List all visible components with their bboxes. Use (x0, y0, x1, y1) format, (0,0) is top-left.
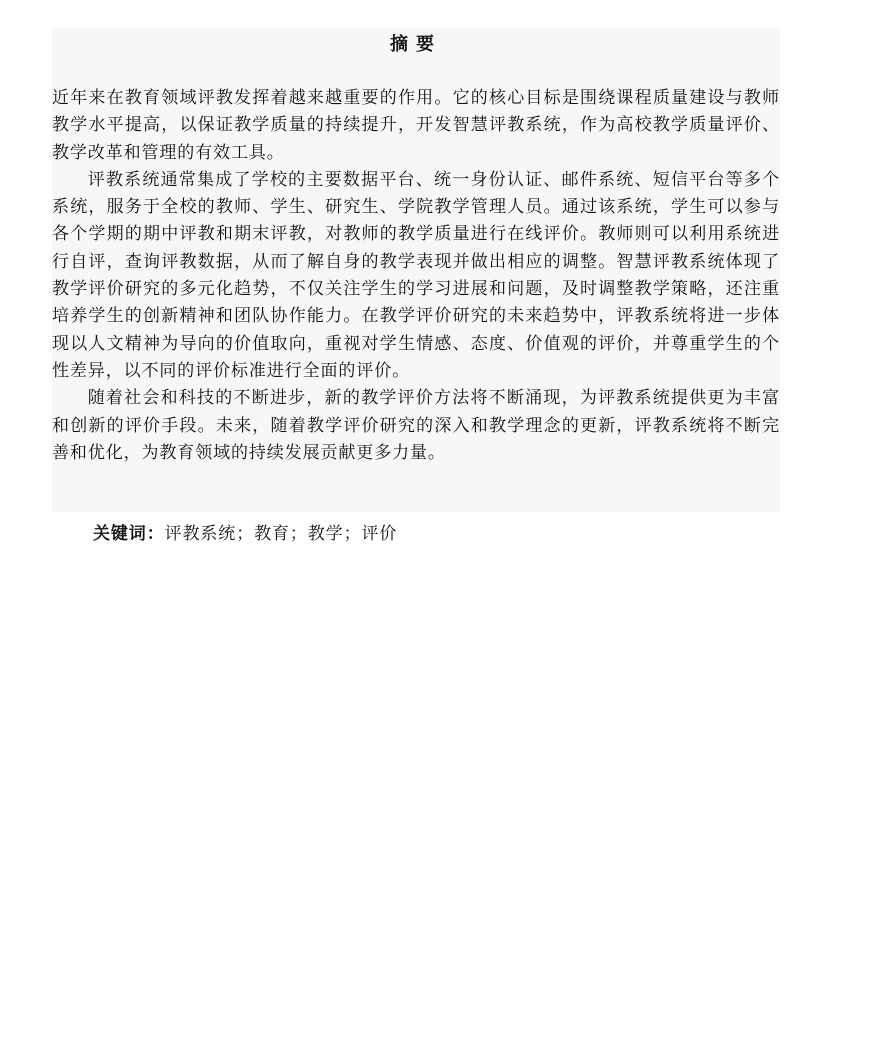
abstract-section (52, 28, 780, 512)
abstract-body (52, 85, 780, 467)
abstract-paragraph-3: 随着社会和科技的不断进步，新的教学评价方法将不断涌现，为评教系统提供更为丰富和创新的评价手段。未来，随着教学评价研究的深入和教学理念的更新，评教系统将不断完善和优化，为教育领域的持续发展贡献更多力量。 (52, 388, 780, 463)
keywords-line (93, 520, 397, 548)
abstract-paragraph-1: 近年来在教育领域评教发挥着越来越重要的作用。它的核心目标是围绕课程质量建设与教师教学水平提高，以保证教学质量的持续提升，开发智慧评教系统，作为高校教学质量评价、教学改革和管理的有效工具。 (52, 88, 780, 163)
abstract-title: 摘要 (390, 34, 442, 55)
keywords-label: 关键词： (93, 524, 165, 544)
abstract-paragraph-2: 评教系统通常集成了学校的主要数据平台、统一身份认证、邮件系统、短信平台等多个系统，服务于全校的教师、学生、研究生、学院教学管理人员。通过该系统，学生可以参与各个学期的期中评教和期末评教，对教师的教学质量进行在线评价。教师则可以利用系统进行自评，查询评教数据，从而了解自身的教学表现并做出相应的调整。智慧评教系统体现了教学评价研究的多元化趋势，不仅关注学生的学习进展和问题，及时调整教学策略，还注重培养学生的创新精神和团队协作能力。在教学评价研究的未来趋势中，评教系统将进一步体现以人文精神为导向的价值取向，重视对学生情感、态度、价值观的评价，并尊重学生的个性差异，以不同的评价标准进行全面的评价。 (52, 169, 780, 381)
keywords-value: 评教系统；教育；教学；评价 (164, 524, 398, 544)
